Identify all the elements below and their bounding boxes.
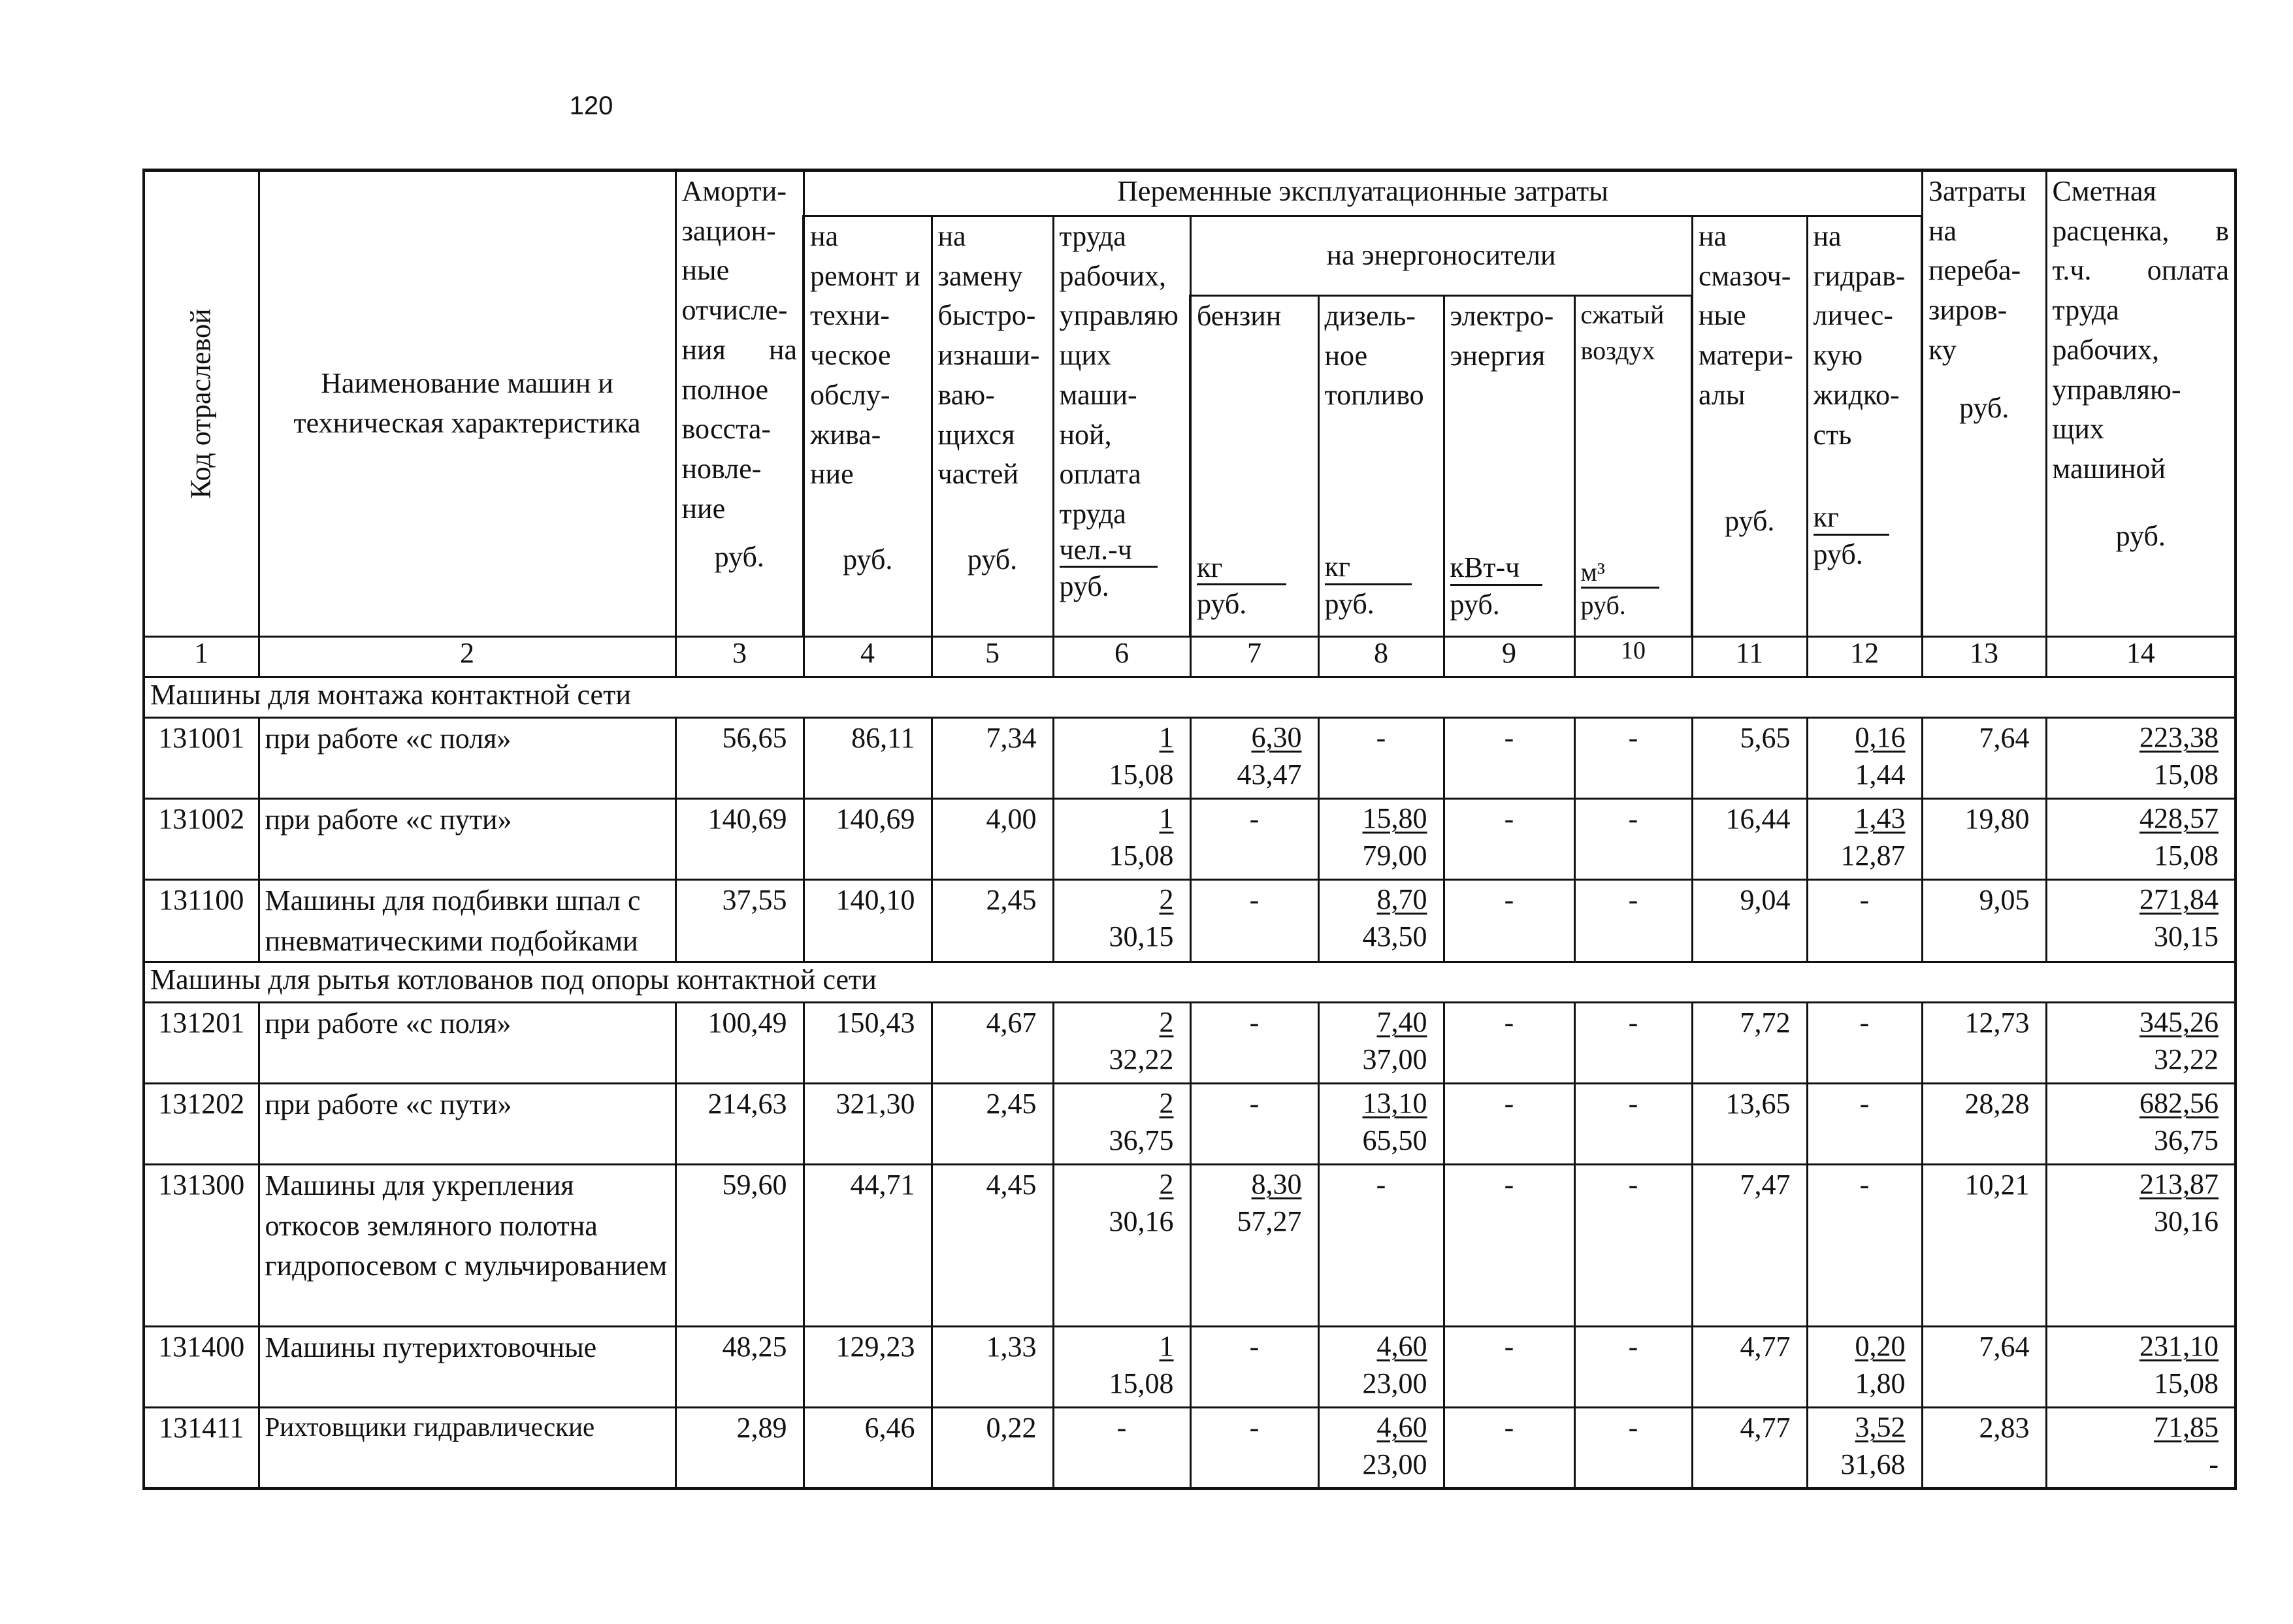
machine-name: Рихтовщики гидравлические <box>259 1408 675 1489</box>
section-row <box>144 962 2236 1003</box>
replace-value: 4,45 <box>932 1165 1053 1327</box>
col-num-7: 7 <box>1190 637 1318 677</box>
hydraulic-cost: 31,68 <box>1840 1448 1906 1481</box>
lubricants-value: 7,72 <box>1692 1003 1807 1084</box>
diesel-kg: 7,40 <box>1376 1006 1427 1039</box>
estimate-value <box>2046 799 2236 880</box>
header-code-label: Код отраслевой <box>184 308 217 499</box>
diesel-value <box>1318 1327 1444 1408</box>
electric-value: - <box>1444 1408 1574 1489</box>
header-hydraulic-unit-top: кг <box>1813 502 1890 535</box>
header-hydraulic-unit-bottom: руб. <box>1813 538 1863 570</box>
amortization-value: 100,49 <box>675 1003 804 1084</box>
diesel-value <box>1318 1408 1444 1489</box>
col-num-2: 2 <box>259 637 675 677</box>
machine-code: 131201 <box>144 1003 259 1084</box>
relocation-value: 7,64 <box>1922 1327 2046 1408</box>
labor-hours: 2 <box>1159 1087 1174 1120</box>
machine-name: при работе «с поля» <box>259 718 675 799</box>
electric-value: - <box>1444 1327 1574 1408</box>
labor-hours: 2 <box>1159 1006 1174 1039</box>
petrol-value: - <box>1190 799 1318 880</box>
table-row <box>144 1003 2236 1084</box>
machine-code: 131202 <box>144 1084 259 1165</box>
header-electric-unit-top: кВт-ч <box>1450 552 1542 585</box>
replace-value: 2,45 <box>932 880 1053 962</box>
air-value: - <box>1574 880 1692 962</box>
lubricants-value: 13,65 <box>1692 1084 1807 1165</box>
labor-cost: 30,16 <box>1109 1205 1174 1238</box>
machine-name: при работе «с поля» <box>259 1003 675 1084</box>
header-code <box>144 171 259 637</box>
labor-value <box>1053 880 1190 962</box>
labor-value <box>1053 1327 1190 1408</box>
diesel-cost: 65,50 <box>1362 1124 1427 1157</box>
header-name-label: Наименование машин и техническая характеристика <box>293 367 641 439</box>
machine-name: Машины путерихтовочные <box>259 1327 675 1408</box>
hydraulic-value: - <box>1807 1165 1922 1327</box>
estimate-labor: 15,08 <box>2154 839 2219 872</box>
header-electric-unit-bottom: руб. <box>1450 588 1500 621</box>
labor-value <box>1053 799 1190 880</box>
machine-code: 131411 <box>144 1408 259 1489</box>
labor-hours: 1 <box>1159 1330 1174 1363</box>
labor-value <box>1053 1165 1190 1327</box>
hydraulic-value: - <box>1807 1003 1922 1084</box>
hydraulic-kg: 1,43 <box>1855 802 1906 834</box>
petrol-kg: 8,30 <box>1251 1168 1302 1201</box>
diesel-kg: 15,80 <box>1362 802 1427 834</box>
machine-name: Машины для подбивки шпал с пневматическими подбойками <box>259 880 675 962</box>
amortization-value: 2,89 <box>675 1408 804 1489</box>
header-electric-label: электро- энергия <box>1450 300 1554 372</box>
lubricants-value: 9,04 <box>1692 880 1807 962</box>
estimate-labor: 32,22 <box>2154 1043 2219 1076</box>
relocation-value: 12,73 <box>1922 1003 2046 1084</box>
amortization-value: 140,69 <box>675 799 804 880</box>
header-replace-unit: руб. <box>967 544 1018 576</box>
header-lubricants-unit: руб. <box>1725 504 1775 537</box>
lubricants-value: 7,47 <box>1692 1165 1807 1327</box>
header-estimate-unit: руб. <box>2115 519 2166 552</box>
col-num-10: 10 <box>1574 637 1692 677</box>
lubricants-value: 5,65 <box>1692 718 1807 799</box>
petrol-kg: 6,30 <box>1251 721 1302 753</box>
header-relocation-unit: руб. <box>1959 391 2009 424</box>
repair-value: 6,46 <box>804 1408 932 1489</box>
col-num-1: 1 <box>144 637 259 677</box>
air-value: - <box>1574 1084 1692 1165</box>
header-hydraulic-label: на гидрав- личес- кую жидко- сть <box>1813 220 1906 451</box>
col-num-5: 5 <box>932 637 1053 677</box>
header-diesel-unit-bottom: руб. <box>1324 587 1374 620</box>
relocation-value: 9,05 <box>1922 880 2046 962</box>
header-electric <box>1444 296 1574 637</box>
estimate-total: 71,85 <box>2154 1411 2219 1444</box>
header-repair-unit: руб. <box>843 544 893 576</box>
header-lubricants-label: на смазоч- ные матери- алы <box>1699 220 1793 411</box>
electric-value: - <box>1444 1003 1574 1084</box>
header-petrol-unit-bottom: руб. <box>1197 588 1247 621</box>
amortization-value: 59,60 <box>675 1165 804 1327</box>
relocation-value: 2,83 <box>1922 1408 2046 1489</box>
header-compressed-air-unit-top: м³ <box>1581 558 1660 589</box>
labor-value <box>1053 1003 1190 1084</box>
repair-value: 150,43 <box>804 1003 932 1084</box>
repair-value: 129,23 <box>804 1327 932 1408</box>
estimate-total: 231,10 <box>2139 1330 2219 1363</box>
electric-value: - <box>1444 1084 1574 1165</box>
hydraulic-kg: 0,20 <box>1855 1330 1906 1363</box>
estimate-value <box>2046 880 2236 962</box>
header-relocation-label: Затраты на переба- зиров- ку <box>1928 175 2026 366</box>
page-number: 120 <box>569 91 613 120</box>
repair-value: 44,71 <box>804 1165 932 1327</box>
header-compressed-air-label: сжатый воздух <box>1580 300 1665 366</box>
petrol-value <box>1190 718 1318 799</box>
table-row <box>144 1165 2236 1327</box>
labor-value: - <box>1053 1408 1190 1489</box>
air-value: - <box>1574 799 1692 880</box>
estimate-total: 345,26 <box>2139 1006 2219 1039</box>
estimate-total: 682,56 <box>2139 1087 2219 1120</box>
header-diesel <box>1318 296 1444 637</box>
hydraulic-value <box>1807 718 1922 799</box>
replace-value: 4,67 <box>932 1003 1053 1084</box>
column-number-row <box>144 637 2236 677</box>
amortization-value: 37,55 <box>675 880 804 962</box>
lubricants-value: 4,77 <box>1692 1327 1807 1408</box>
estimate-total: 271,84 <box>2139 883 2219 915</box>
labor-hours: 2 <box>1159 883 1174 915</box>
hydraulic-cost: 1,80 <box>1855 1367 1906 1400</box>
col-num-6: 6 <box>1053 637 1190 677</box>
air-value: - <box>1574 1408 1692 1489</box>
header-petrol-unit-top: кг <box>1197 552 1286 585</box>
section-row <box>144 677 2236 718</box>
labor-cost: 15,08 <box>1109 839 1174 872</box>
table-row <box>144 1084 2236 1165</box>
table-row <box>144 799 2236 880</box>
header-name <box>259 171 675 637</box>
header-labor-unit-top: чел.-ч <box>1060 534 1158 568</box>
petrol-value: - <box>1190 880 1318 962</box>
col-num-14: 14 <box>2046 637 2236 677</box>
estimate-total: 223,38 <box>2139 721 2219 753</box>
labor-hours: 1 <box>1159 721 1174 753</box>
header-hydraulic <box>1807 216 1922 637</box>
labor-cost: 36,75 <box>1109 1124 1174 1157</box>
diesel-cost: 23,00 <box>1362 1367 1427 1400</box>
estimate-value <box>2046 1084 2236 1165</box>
estimate-labor: - <box>2209 1448 2219 1481</box>
amortization-value: 48,25 <box>675 1327 804 1408</box>
diesel-kg: 4,60 <box>1376 1330 1427 1363</box>
table-row <box>144 1408 2236 1489</box>
electric-value: - <box>1444 718 1574 799</box>
repair-value: 86,11 <box>804 718 932 799</box>
header-repair <box>804 216 932 637</box>
petrol-value <box>1190 1165 1318 1327</box>
labor-cost: 32,22 <box>1109 1043 1174 1076</box>
labor-value <box>1053 718 1190 799</box>
repair-value: 140,69 <box>804 799 932 880</box>
diesel-kg: 13,10 <box>1362 1087 1427 1120</box>
diesel-value <box>1318 799 1444 880</box>
hydraulic-value <box>1807 1327 1922 1408</box>
petrol-value: - <box>1190 1408 1318 1489</box>
machine-code: 131002 <box>144 799 259 880</box>
replace-value: 1,33 <box>932 1327 1053 1408</box>
header-estimate-label: Сметная расценка, в т.ч. оплата труда рабочих, управляю- щих машиной <box>2052 175 2229 485</box>
machine-code: 131400 <box>144 1327 259 1408</box>
table-row <box>144 1327 2236 1408</box>
repair-value: 321,30 <box>804 1084 932 1165</box>
header-labor-label: труда рабочих, управляю щих маши- ной, оплата труда <box>1059 220 1179 530</box>
machine-name: Машины для укрепления откосов земляного полотна гидропосевом с мульчированием <box>259 1165 675 1327</box>
labor-cost: 15,08 <box>1109 1367 1174 1400</box>
relocation-value: 28,28 <box>1922 1084 2046 1165</box>
diesel-cost: 43,50 <box>1362 920 1427 953</box>
replace-value: 0,22 <box>932 1408 1053 1489</box>
labor-value <box>1053 1084 1190 1165</box>
hydraulic-kg: 3,52 <box>1855 1411 1906 1444</box>
labor-cost: 15,08 <box>1109 758 1174 791</box>
col-num-4: 4 <box>804 637 932 677</box>
amortization-value: 56,65 <box>675 718 804 799</box>
header-labor-unit-bottom: руб. <box>1059 570 1109 603</box>
diesel-kg: 4,60 <box>1376 1411 1427 1444</box>
header-diesel-label: дизель- ное топливо <box>1324 300 1424 412</box>
diesel-cost: 37,00 <box>1362 1043 1427 1076</box>
col-num-8: 8 <box>1318 637 1444 677</box>
diesel-value <box>1318 1003 1444 1084</box>
labor-cost: 30,15 <box>1109 920 1174 953</box>
air-value: - <box>1574 1327 1692 1408</box>
diesel-cost: 23,00 <box>1362 1448 1427 1481</box>
estimate-labor: 30,16 <box>2154 1205 2219 1238</box>
hydraulic-value <box>1807 799 1922 880</box>
hydraulic-kg: 0,16 <box>1855 721 1906 753</box>
header-energy: на энергоносители <box>1190 216 1692 296</box>
header-compressed-air <box>1574 296 1692 637</box>
diesel-value: - <box>1318 1165 1444 1327</box>
machine-code: 131001 <box>144 718 259 799</box>
hydraulic-value: - <box>1807 880 1922 962</box>
relocation-value: 10,21 <box>1922 1165 2046 1327</box>
estimate-total: 428,57 <box>2139 802 2219 834</box>
diesel-value <box>1318 880 1444 962</box>
hydraulic-cost: 12,87 <box>1840 839 1906 872</box>
estimate-labor: 15,08 <box>2154 1367 2219 1400</box>
labor-hours: 2 <box>1159 1168 1174 1201</box>
table-row <box>144 880 2236 962</box>
col-num-9: 9 <box>1444 637 1574 677</box>
estimate-total: 213,87 <box>2139 1168 2219 1201</box>
header-amortization <box>675 171 804 637</box>
estimate-labor: 30,15 <box>2154 920 2219 953</box>
air-value: - <box>1574 718 1692 799</box>
diesel-value: - <box>1318 718 1444 799</box>
amortization-value: 214,63 <box>675 1084 804 1165</box>
petrol-value: - <box>1190 1084 1318 1165</box>
electric-value: - <box>1444 1165 1574 1327</box>
section-title: Машины для монтажа контактной сети <box>144 677 2236 718</box>
labor-hours: 1 <box>1159 802 1174 834</box>
estimate-value <box>2046 1327 2236 1408</box>
header-replace-label: на замену быстро- изнаши- ваю- щихся частей <box>937 220 1040 491</box>
hydraulic-cost: 1,44 <box>1855 758 1906 791</box>
hydraulic-value: - <box>1807 1084 1922 1165</box>
machine-name: при работе «с пути» <box>259 799 675 880</box>
air-value: - <box>1574 1003 1692 1084</box>
machine-code: 131300 <box>144 1165 259 1327</box>
estimate-value <box>2046 1003 2236 1084</box>
estimate-labor: 15,08 <box>2154 758 2219 791</box>
header-replace <box>932 216 1053 637</box>
estimate-value <box>2046 718 2236 799</box>
electric-value: - <box>1444 880 1574 962</box>
diesel-value <box>1318 1084 1444 1165</box>
header-compressed-air-unit-bottom: руб. <box>1580 591 1626 621</box>
petrol-cost: 57,27 <box>1237 1205 1302 1238</box>
header-labor <box>1053 216 1190 637</box>
machine-cost-table <box>142 169 2237 1490</box>
header-petrol <box>1190 296 1318 637</box>
diesel-kg: 8,70 <box>1376 883 1427 915</box>
col-num-13: 13 <box>1922 637 2046 677</box>
estimate-value <box>2046 1165 2236 1327</box>
header-amortization-unit: руб. <box>714 541 764 574</box>
header-diesel-unit-top: кг <box>1325 551 1412 585</box>
lubricants-value: 16,44 <box>1692 799 1807 880</box>
header-repair-label: на ремонт и техни- ческое обслу- жива- ние <box>810 220 920 491</box>
col-num-11: 11 <box>1692 637 1807 677</box>
diesel-cost: 79,00 <box>1362 839 1427 872</box>
petrol-cost: 43,47 <box>1237 758 1302 791</box>
relocation-value: 7,64 <box>1922 718 2046 799</box>
relocation-value: 19,80 <box>1922 799 2046 880</box>
repair-value: 140,10 <box>804 880 932 962</box>
section-title: Машины для рытья котлованов под опоры контактной сети <box>144 962 2236 1003</box>
lubricants-value: 4,77 <box>1692 1408 1807 1489</box>
petrol-value: - <box>1190 1327 1318 1408</box>
estimate-labor: 36,75 <box>2154 1124 2219 1157</box>
electric-value: - <box>1444 799 1574 880</box>
header-estimate <box>2046 171 2236 637</box>
header-lubricants <box>1692 216 1807 637</box>
table-row <box>144 718 2236 799</box>
hydraulic-value <box>1807 1408 1922 1489</box>
estimate-value <box>2046 1408 2236 1489</box>
header-petrol-label: бензин <box>1197 300 1282 332</box>
replace-value: 4,00 <box>932 799 1053 880</box>
header-amortization-label: Аморти- зацион- ные отчисле- ния на полное восста- новле- ние <box>681 175 797 525</box>
replace-value: 2,45 <box>932 1084 1053 1165</box>
air-value: - <box>1574 1165 1692 1327</box>
petrol-value: - <box>1190 1003 1318 1084</box>
machine-code: 131100 <box>144 880 259 962</box>
header-variable-costs: Переменные эксплуатационные затраты <box>804 171 1922 216</box>
col-num-12: 12 <box>1807 637 1922 677</box>
header-relocation <box>1922 171 2046 637</box>
machine-name: при работе «с пути» <box>259 1084 675 1165</box>
replace-value: 7,34 <box>932 718 1053 799</box>
col-num-3: 3 <box>675 637 804 677</box>
